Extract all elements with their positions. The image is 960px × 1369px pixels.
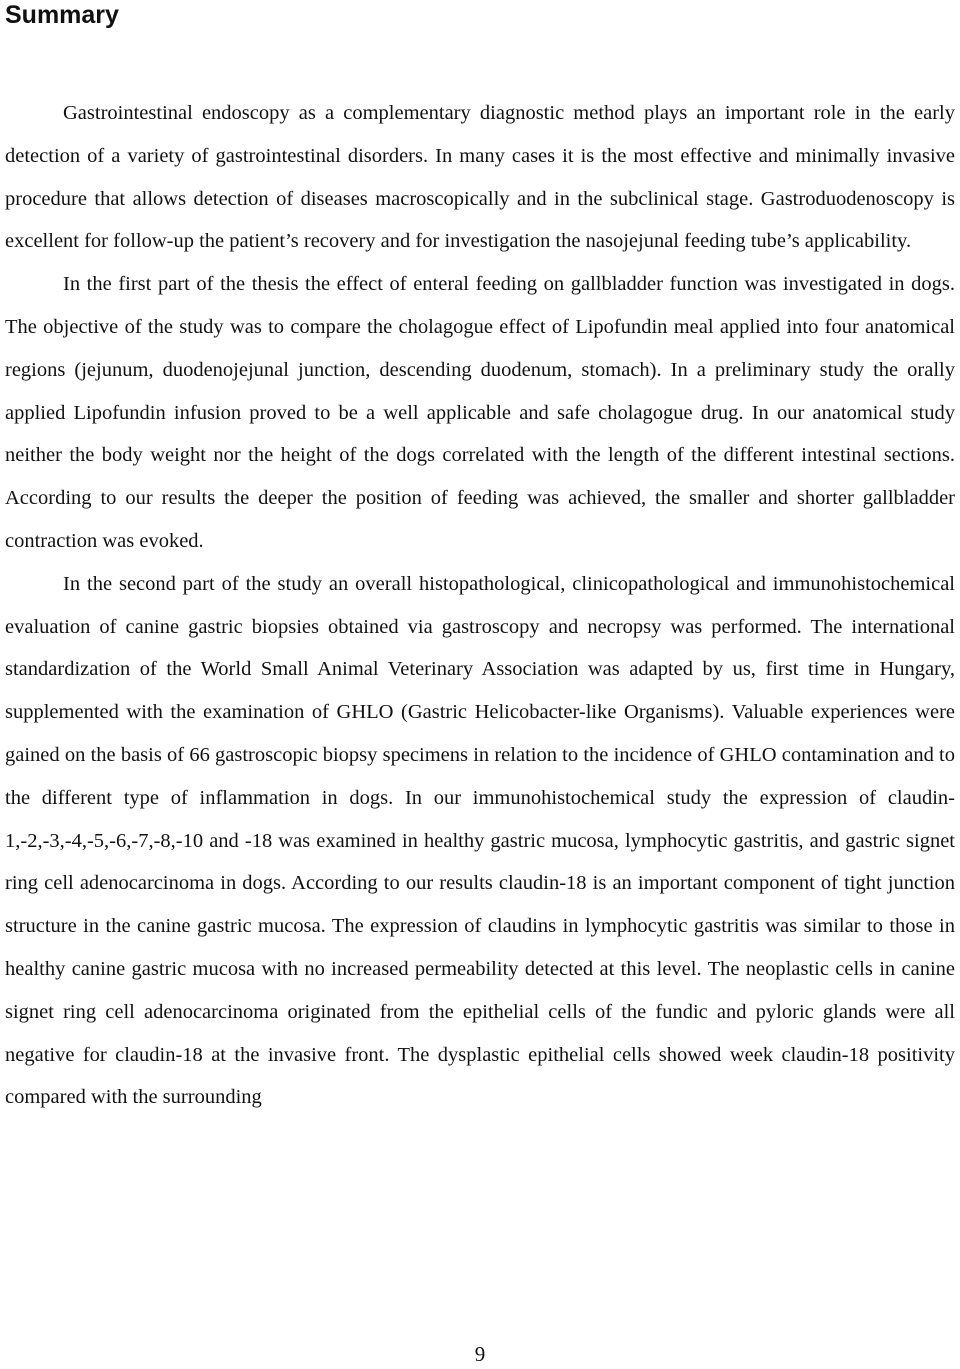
paragraph-intro: Gastrointestinal endoscopy as a complementary diagnostic method plays an important role in the early detection of a variety of gastrointestinal disorders. In many cases it is the most effective and minimally invasive procedure that allows detection of diseases macroscopically and in the subclinical stage. Gastroduodenoscopy is excellent for follow-up the patient’s recovery and for investigation the nasojejunal feeding tube’s applicability. [5,102,955,253]
section-heading: Summary [5,1,119,29]
page-number: 9 [474,1342,486,1366]
paragraph-first-part: In the first part of the thesis the effect of enteral feeding on gallbladder function was investigated in dogs. The objective of the study was to compare the cholagogue effect of Lipofundin meal applied into four anatomical regions (jejunum, duodenojejunal junction, descending duodenum, stomach). In a preliminary study the orally applied Lipofundin infusion proved to be a well applicable and safe cholagogue drug. In our anatomical study neither the body weight nor the height of the dogs correlated with the length of the different intestinal sections. According to our results the deeper the position of feeding was achieved, the smaller and shorter gallbladder contraction was evoked. [5,273,955,552]
paragraph-second-part: In the second part of the study an overall histopathological, clinicopathological and immunohistochemical evaluation of canine gastric biopsies obtained via gastroscopy and necropsy was performed. The international standardization of the World Small Animal Veterinary Association was adapted by us, first time in Hungary, supplemented with the examination of GHLO (Gastric Helicobacter-like Organisms). Valuable experiences were gained on the basis of 66 gastroscopic biopsy specimens in relation to the incidence of GHLO contamination and to the different type of inflammation in dogs. In our immunohistochemical study the expression of claudin-1,-2,-3,-4,-5,-6,-7,-8,-10 and -18 was examined in healthy gastric mucosa, lymphocytic gastritis, and gastric signet ring cell adenocarcinoma in dogs. According to our results claudin-18 is an important component of tight junction structure in the canine gastric mucosa. The expression of claudins in lymphocytic gastritis was similar to those in healthy canine gastric mucosa with no increased permeability detected at this level. The neoplastic cells in canine signet ring cell adenocarcinoma originated from the epithelial cells of the fundic and pyloric glands were all negative for claudin-18 at the invasive front. The dysplastic epithelial cells showed week claudin-18 positivity compared with the surrounding [5,572,955,1109]
summary-body [5,92,955,1119]
